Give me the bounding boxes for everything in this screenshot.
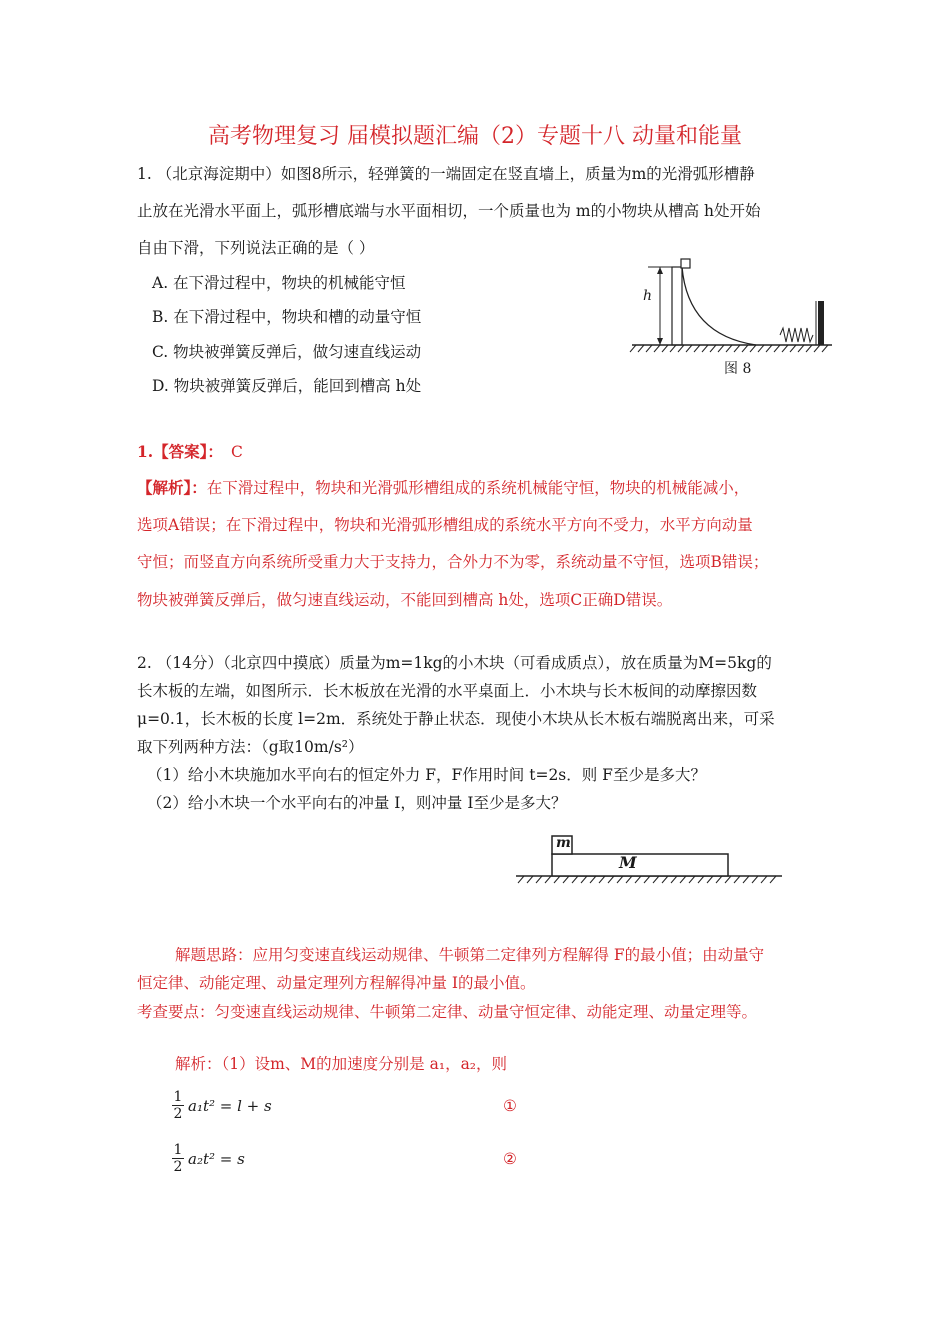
q1-option-d: D. 物块被弹簧反弹后，能回到槽高 h处: [152, 377, 422, 395]
eq2-fraction: [172, 1142, 184, 1175]
q1-option-a: A. 在下滑过程中，物块的机械能守恒: [152, 274, 406, 292]
figure-8-h-label: h: [643, 288, 653, 304]
eq2-body: a₂t² = s: [188, 1150, 245, 1168]
page-title: 高考物理复习 届模拟题汇编（2）专题十八 动量和能量: [208, 124, 742, 149]
q1-analysis-line-1: [137, 477, 749, 499]
eq2-numerator: 1: [173, 1142, 183, 1158]
q1-stem-line-3: 自由下滑，下列说法正确的是（ ）: [137, 239, 375, 257]
board-M-label: M: [619, 853, 637, 872]
block-on-board-diagram: [514, 834, 786, 886]
eq1-body: a₁t² = l + s: [188, 1097, 272, 1115]
q1-option-b: B. 在下滑过程中，物块和槽的动量守恒: [152, 308, 422, 326]
eq2-tag: ②: [503, 1150, 517, 1168]
q1-stem-line-2: 止放在光滑水平面上，弧形槽底端与水平面相切，一个质量也为 m的小物块从槽高 h处开始: [137, 202, 761, 220]
q1-stem-line-1: 1. （北京海淀期中）如图8所示，轻弹簧的一端固定在竖直墙上，质量为m的光滑弧形槽静: [137, 165, 755, 183]
eq2-denominator: 2: [173, 1159, 183, 1175]
eq1-fraction: [172, 1089, 184, 1122]
q2-stem-line-4: 取下列两种方法：（g取10m/s²）: [137, 738, 364, 756]
q1-analysis-text-1: 在下滑过程中，物块和光滑弧形槽组成的系统机械能守恒，物块的机械能减小，: [206, 479, 750, 497]
q2-idea-line-1: 解题思路：应用匀变速直线运动规律、牛顿第二定律列方程解得 F的最小值；由动量守: [175, 946, 765, 964]
q2-idea-line-2: 恒定律、动能定理、动量定理列方程解得冲量 I的最小值。: [137, 974, 536, 992]
q1-analysis-line-3: 守恒；而竖直方向系统所受重力大于支持力，合外力不为零，系统动量不守恒，选项B错误；: [137, 553, 769, 571]
q1-analysis-label: 【解析】：: [137, 478, 207, 497]
q1-analysis-line-4: 物块被弹簧反弹后，做匀速直线运动，不能回到槽高 h处，选项C正确D错误。: [137, 591, 673, 609]
q2-sub-question-2: （2）给小木块一个水平向右的冲量 I，则冲量 I至少是多大？: [147, 794, 567, 812]
eq1-tag: ①: [503, 1097, 517, 1115]
eq1-numerator: 1: [173, 1089, 183, 1105]
figure-8-caption: 图 8: [724, 361, 752, 377]
q2-analysis-intro: 解析：（1）设m、M的加速度分别是 a₁，a₂，则: [175, 1055, 508, 1073]
q2-stem-line-1: 2. （14分）（北京四中摸底）质量为m=1kg的小木块（可看成质点），放在质量为M=5kg的: [137, 654, 772, 672]
q2-stem-line-2: 长木板的左端，如图所示．长木板放在光滑的水平桌面上．小木块与长木板间的动摩擦因数: [137, 682, 758, 700]
q1-answer: [137, 441, 243, 463]
eq1-denominator: 2: [173, 1106, 183, 1122]
figure-8-diagram: [628, 255, 838, 355]
q1-analysis-line-2: 选项A错误；在下滑过程中，物块和光滑弧形槽组成的系统水平方向不受力，水平方向动量: [137, 516, 753, 534]
q1-answer-value: C: [230, 443, 243, 461]
q1-answer-label: 1.【答案】：: [137, 442, 223, 461]
block-m-label: m: [556, 835, 571, 851]
q2-sub-question-1: （1）给小木块施加水平向右的恒定外力 F，F作用时间 t=2s．则 F至少是多大？: [147, 766, 706, 784]
q2-key-points: 考查要点：匀变速直线运动规律、牛顿第二定律、动量守恒定律、动能定理、动量定理等。: [137, 1003, 758, 1021]
q2-stem-line-3: μ=0.1，长木板的长度 l=2m．系统处于静止状态．现使小木块从长木板右端脱离出来，可采: [137, 710, 775, 728]
q1-option-c: C. 物块被弹簧反弹后，做匀速直线运动: [152, 343, 422, 361]
